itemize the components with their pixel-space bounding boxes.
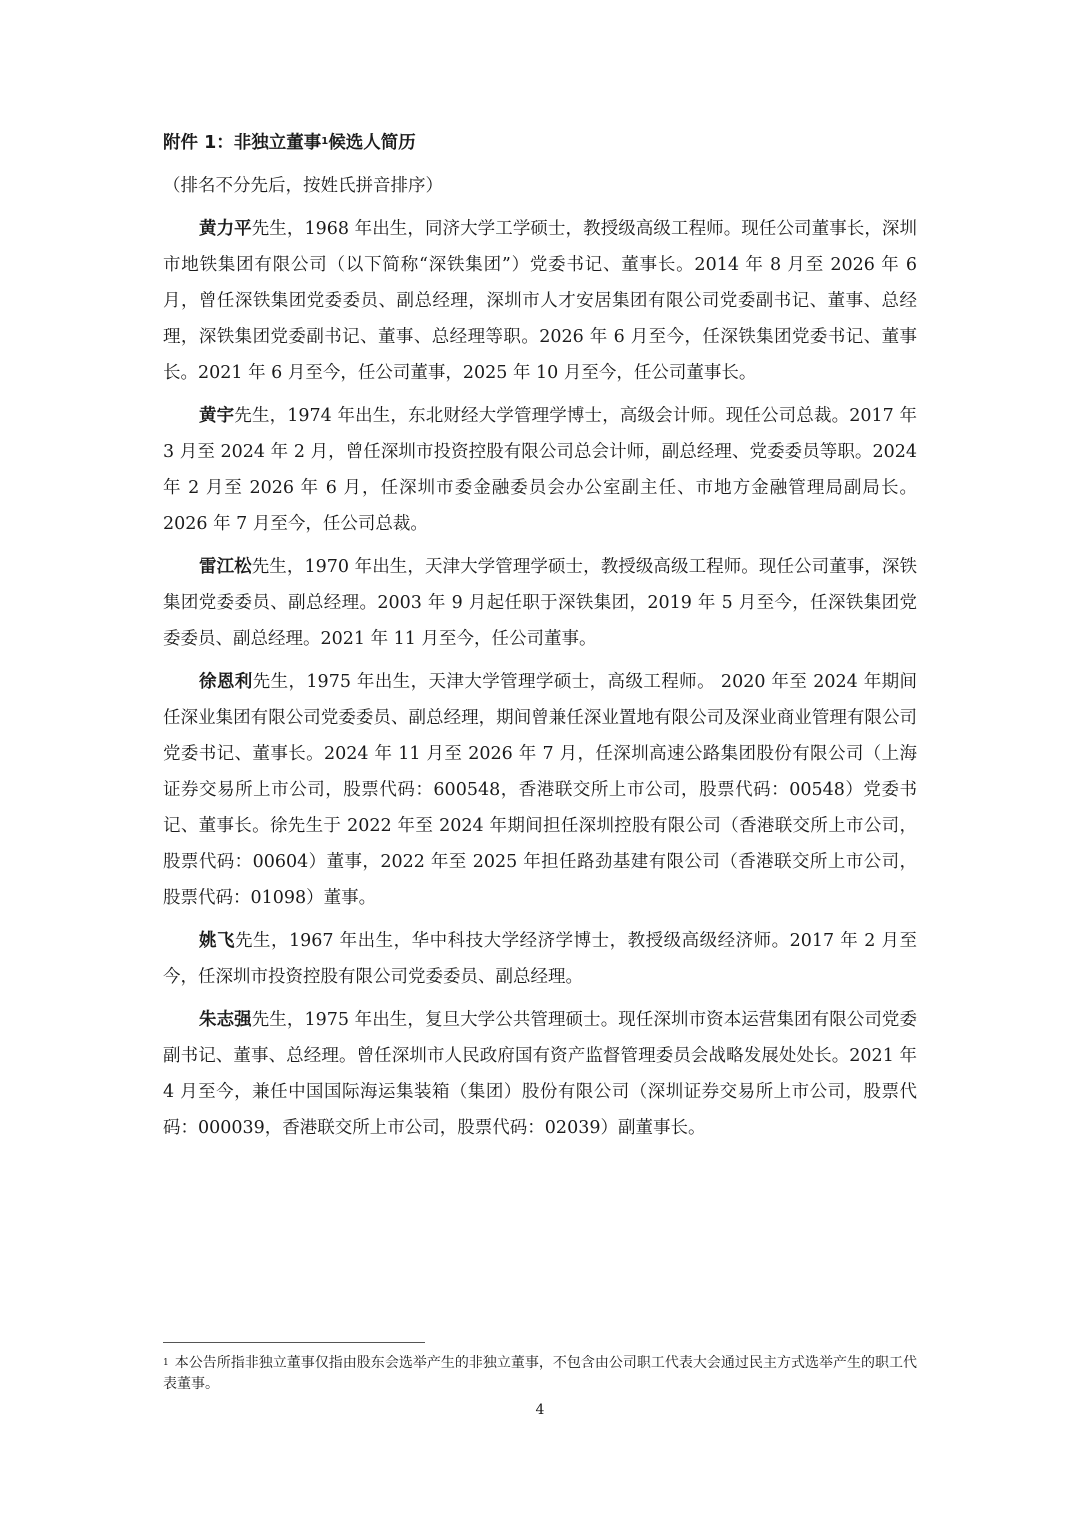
candidate-name: 朱志强 (199, 1010, 252, 1030)
candidate-name: 徐恩利 (199, 672, 253, 692)
candidate-bio (163, 211, 917, 391)
footnote (163, 1353, 917, 1395)
candidate-bio (163, 664, 917, 916)
candidate-bio-text: 先生，1975 年出生，天津大学管理学硕士，高级工程师。 2020 年至 2024 年期间任深业集团有限公司党委委员、副总经理，期间曾兼任深业置地有限公司及深业商业管理有限公司党委书记、董事长。2024 年 11 月至 2026 年 7 月，任深圳高速公路集团股份有限公司（上海证券交易所上市公司，股票代码：600548，香港联交所上市公司，股票代码：00548）党委书记、董事长。徐先生于 2022 年至 2024 年期间担任深圳控股有限公司（香港联交所上市公司，股票代码：00604）董事，2022 年至 2025 年担任路劲基建有限公司（香港联交所上市公司，股票代码：01098）董事。 (163, 672, 918, 908)
candidate-name: 雷江松 (199, 557, 252, 577)
attachment-heading (163, 125, 917, 161)
candidate-name: 黄宇 (199, 406, 235, 426)
candidate-bio-text: 先生，1968 年出生，同济大学工学硕士，教授级高级工程师。现任公司董事长，深圳市地铁集团有限公司（以下简称“深铁集团”）党委书记、董事长。2014 年 8 月至 2026 年 6 月，曾任深铁集团党委委员、副总经理，深圳市人才安居集团有限公司党委副书记、董事、总经理，深铁集团党委副书记、董事、总经理等职。2026 年 6 月至今，任深铁集团党委书记、董事长。2021 年 6 月至今，任公司董事，2025 年 10 月至今，任公司董事长。 (163, 219, 917, 383)
candidate-bio (163, 398, 917, 542)
footnote-mark: 1 (163, 1358, 169, 1368)
heading-text: 附件 1：非独立董事 (163, 133, 322, 153)
footnote-text: 本公告所指非独立董事仅指由股东会选举产生的非独立董事，不包含由公司职工代表大会通过民主方式选举产生的职工代表董事。 (163, 1355, 917, 1392)
candidate-name: 黄力平 (199, 219, 252, 239)
heading-suffix: 候选人简历 (328, 133, 416, 153)
candidate-bio-text: 先生，1970 年出生，天津大学管理学硕士，教授级高级工程师。现任公司董事，深铁集团党委委员、副总经理。2003 年 9 月起任职于深铁集团，2019 年 5 月至今，任深铁集团党委委员、副总经理。2021 年 11 月至今，任公司董事。 (163, 557, 917, 649)
candidate-bio (163, 549, 917, 657)
heading-footnote-mark[interactable]: 1 (321, 136, 329, 147)
page-number: 4 (535, 1402, 545, 1418)
candidate-bio-text: 先生，1967 年出生，华中科技大学经济学博士，教授级高级经济师。2017 年 2 月至今，任深圳市投资控股有限公司党委委员、副总经理。 (163, 931, 918, 987)
candidate-bio-text: 先生，1975 年出生，复旦大学公共管理硕士。现任深圳市资本运营集团有限公司党委副书记、董事、总经理。曾任深圳市人民政府国有资产监督管理委员会战略发展处处长。2021 年 4 月至今，兼任中国国际海运集装箱（集团）股份有限公司（深圳证券交易所上市公司，股票代码：000039，香港联交所上市公司，股票代码：02039）副董事长。 (163, 1010, 917, 1138)
footnote-divider (163, 1342, 425, 1343)
ordering-note: （排名不分先后，按姓氏拼音排序） (163, 176, 443, 196)
candidate-bio (163, 923, 917, 995)
document-body (163, 125, 917, 1146)
candidate-bio-text: 先生，1974 年出生，东北财经大学管理学博士，高级会计师。现任公司总裁。2017 年 3 月至 2024 年 2 月，曾任深圳市投资控股有限公司总会计师，副总经理、党委委员等职。2024 年 2 月至 2026 年 6 月，任深圳市委金融委员会办公室副主任、市地方金融管理局副局长。2026 年 7 月至今，任公司总裁。 (163, 406, 917, 534)
candidate-name: 姚飞 (199, 931, 236, 951)
candidate-bio (163, 1002, 917, 1146)
